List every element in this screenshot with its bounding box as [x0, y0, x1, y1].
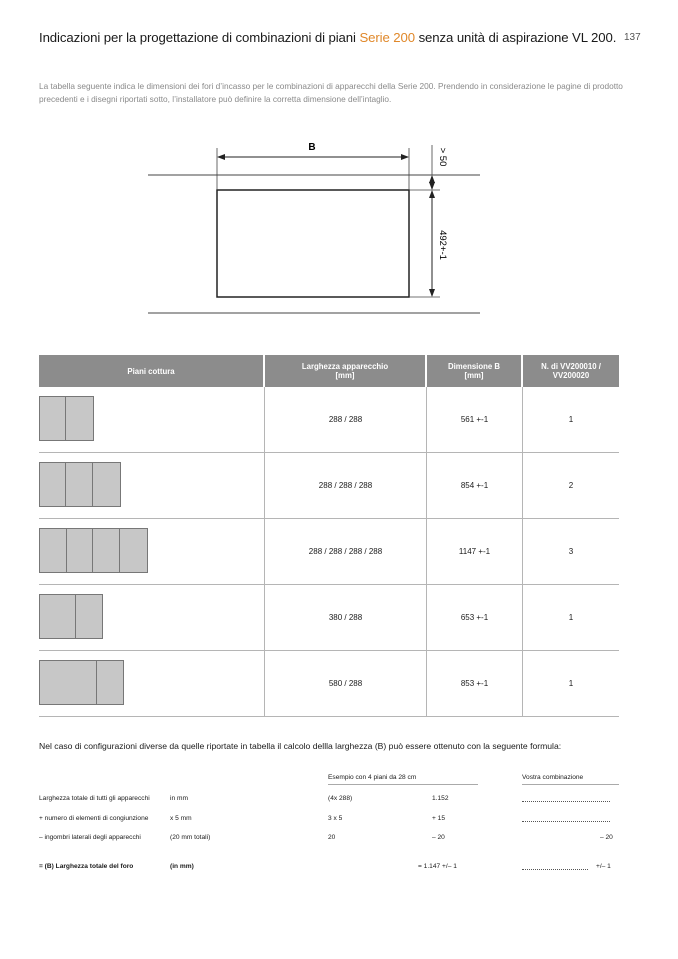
own-value-input-line[interactable]: [522, 821, 610, 822]
table-row: [39, 651, 619, 717]
example-header: Esempio con 4 piani da 28 cm: [328, 774, 417, 781]
hob-module: [40, 463, 66, 506]
own-header-rule: [522, 784, 619, 785]
header-dimension: [427, 355, 523, 387]
title-text: Indicazioni per la progettazione di combinazioni di piani: [39, 30, 360, 45]
count-cell: 2: [568, 481, 574, 490]
example-value: + 15: [432, 815, 446, 822]
depth-label: 492+-1: [437, 230, 448, 260]
hob-module: [97, 661, 123, 704]
formula-label: Larghezza totale di tutti gli apparecchi: [39, 795, 150, 802]
own-combination-header: Vostra combinazione: [522, 774, 584, 781]
hob-module: [40, 529, 67, 572]
formula-intro: Nel caso di configurazioni diverse da quelle riportate in tabella il calcolo dellla larghezza (B) può essere ottenuto con la seguente formula:: [39, 741, 562, 751]
width-cell: 288 / 288 / 288 / 288: [265, 519, 427, 584]
table-header: [39, 355, 619, 387]
hob-combo-380-288: [39, 594, 103, 639]
example-calc: 3 x 5: [328, 815, 343, 822]
dimension-cell: 561 +-1: [427, 387, 523, 452]
gap-label: > 50: [437, 147, 448, 167]
header-count: [523, 355, 619, 387]
width-cell: 580 / 288: [265, 651, 427, 716]
result-own-input-line[interactable]: [522, 869, 588, 870]
own-value-input-line[interactable]: [522, 801, 610, 802]
cutout-diagram: [0, 0, 678, 340]
header-width-text: Larghezza apparecchio [mm]: [301, 362, 389, 380]
header-count-text: N. di VV200010 / VV200020: [541, 362, 601, 380]
table-row: [39, 387, 619, 453]
header-width: [265, 355, 427, 387]
result-label: = (B) Larghezza totale del foro: [39, 863, 134, 870]
table-row: [39, 453, 619, 519]
header-hobs: [39, 355, 265, 387]
hob-module: [66, 397, 93, 440]
series-highlight: Serie 200: [359, 30, 415, 45]
width-label: B: [308, 142, 316, 153]
formula-label: – ingombri laterali degli apparecchi: [39, 834, 141, 841]
dimension-cell: 854 +-1: [427, 453, 523, 518]
hob-module: [40, 595, 76, 638]
dimension-cell: 853 +-1: [427, 651, 523, 716]
hob-module: [93, 529, 120, 572]
table-row: [39, 519, 619, 585]
width-cell: 380 / 288: [265, 585, 427, 650]
formula-label: + numero di elementi di congiunzione: [39, 815, 149, 822]
intro-paragraph: La tabella seguente indica le dimensioni dei fori d’incasso per le combinazioni di apparecchi della Serie 200. Prendendo in considerazione le pagine di prodotto precedenti e i disegni riportati sotto, l’installatore può definire la corretta dimensione dell’intaglio.: [39, 81, 623, 104]
header-hobs-text: Piani cottura: [127, 366, 175, 376]
dimension-cell: 1147 +-1: [427, 519, 523, 584]
header-dimension-text: Dimensione B [mm]: [448, 362, 500, 380]
hob-combo-cell: [39, 387, 265, 452]
hob-module: [76, 595, 102, 638]
hob-module: [40, 397, 66, 440]
formula-unit: x 5 mm: [170, 815, 192, 822]
example-header-rule: [328, 784, 478, 785]
result-unit: (in mm): [170, 863, 194, 870]
hob-combo-2x288: [39, 396, 94, 441]
hob-module: [93, 463, 120, 506]
count-cell: 1: [568, 613, 574, 622]
hob-module: [66, 463, 92, 506]
example-value: – 20: [432, 834, 445, 841]
hob-combo-cell: [39, 585, 265, 650]
hob-combo-3x288: [39, 462, 121, 507]
hob-combo-cell: [39, 453, 265, 518]
hob-module: [40, 661, 97, 704]
hob-combo-580-288: [39, 660, 124, 705]
result-example-value: = 1.147 +/– 1: [418, 863, 457, 870]
title-text-end: senza unità di aspirazione VL 200.: [415, 30, 617, 45]
result-own-tolerance: +/– 1: [596, 863, 611, 870]
example-calc: 20: [328, 834, 336, 841]
hob-module: [120, 529, 147, 572]
width-cell: 288 / 288: [265, 387, 427, 452]
count-cell: 1: [568, 415, 574, 424]
width-cell: 288 / 288 / 288: [265, 453, 427, 518]
formula-unit: (20 mm totali): [170, 834, 211, 841]
example-calc: (4x 288): [328, 795, 353, 802]
hob-combo-4x288: [39, 528, 148, 573]
hob-combo-cell: [39, 519, 265, 584]
formula-unit: in mm: [170, 795, 188, 802]
cutout-rectangle: [217, 190, 409, 297]
hob-module: [67, 529, 94, 572]
page-number: 137: [624, 32, 641, 43]
count-cell: 1: [568, 679, 574, 688]
own-value-fixed: – 20: [600, 834, 613, 841]
cutout-table: [39, 355, 619, 717]
hob-combo-cell: [39, 651, 265, 716]
table-row: [39, 585, 619, 651]
example-value: 1.152: [432, 795, 449, 802]
count-cell: 3: [568, 547, 574, 556]
dimension-cell: 653 +-1: [427, 585, 523, 650]
